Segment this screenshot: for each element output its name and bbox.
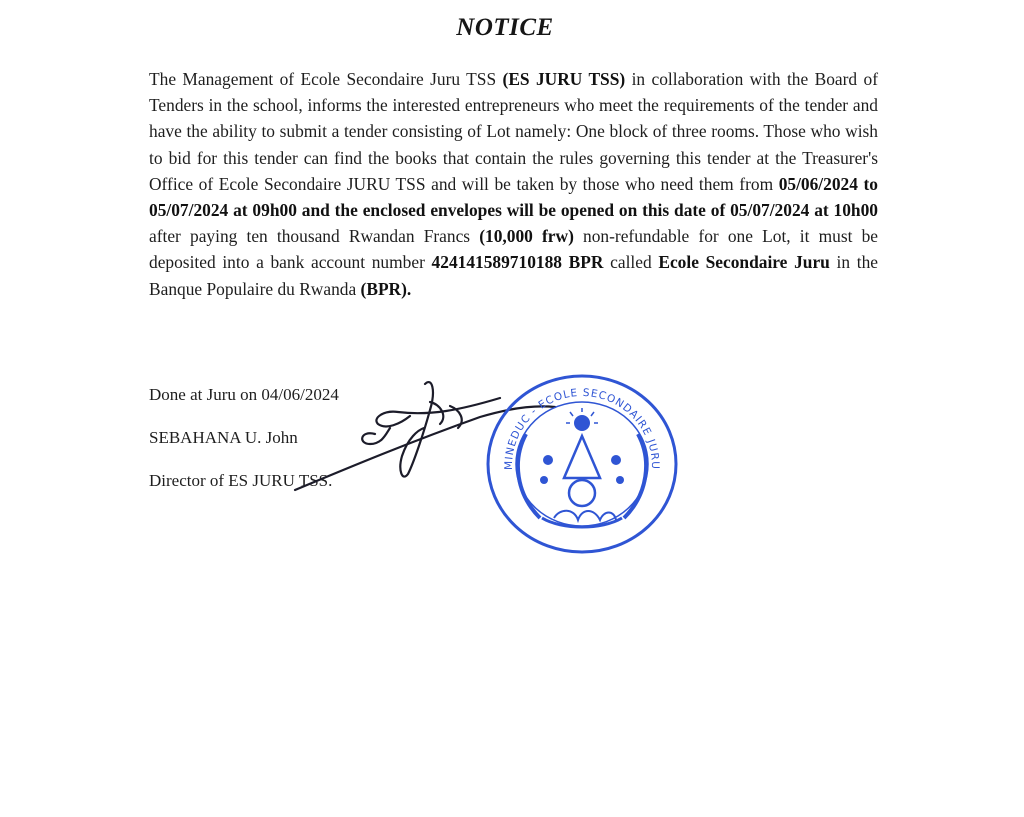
notice-text: The Management of Ecole Secondaire Juru TSS (149, 69, 503, 89)
notice-text: called (603, 252, 659, 273)
notice-title: NOTICE (456, 14, 554, 41)
account-name: Ecole Secondaire Juru (658, 252, 830, 273)
notice-text: in collaboration with the Board of Tenders in the school, informs the interested entrepreneurs who meet the requirements of the tender and have the ability to submit a tender consisting of Lot namely: One block of three rooms. Those who wish to bid for this tender can find the books that contain the rules governing this tender at the Treasurer's Office of Ecole Secondaire JURU TSS and will be taken by those who need them from (149, 69, 878, 194)
notice-text-bold: (ES JURU TSS) (502, 69, 626, 89)
tender-fee: (10,000 frw) (479, 226, 574, 247)
signatory-name: SEBAHANA U. John (149, 428, 298, 447)
bank-abbreviation: (BPR). (360, 278, 412, 299)
done-at-date: Done at Juru on 04/06/2024 (149, 385, 339, 404)
bank-account-number: 424141589710188 BPR (431, 252, 604, 273)
tender-dates: 05/06/2024 to 05/07/2024 at 09h00 and the enclosed envelopes will be opened on this date of 05/07/2024 at 10h00 (149, 173, 878, 221)
stamp-text: MINEDUC - ECOLE SECONDAIRE JURU (502, 386, 662, 471)
notice-text: in the Banque Populaire du Rwanda (149, 252, 878, 299)
notice-body (149, 66, 878, 302)
notice-text: non-refundable for one Lot, it must be deposited into a bank account number (149, 226, 879, 273)
signatory-position: Director of ES JURU TSS. (149, 471, 333, 490)
school-stamp (482, 368, 682, 556)
notice-text: after paying ten thousand Rwandan Francs (149, 226, 480, 247)
